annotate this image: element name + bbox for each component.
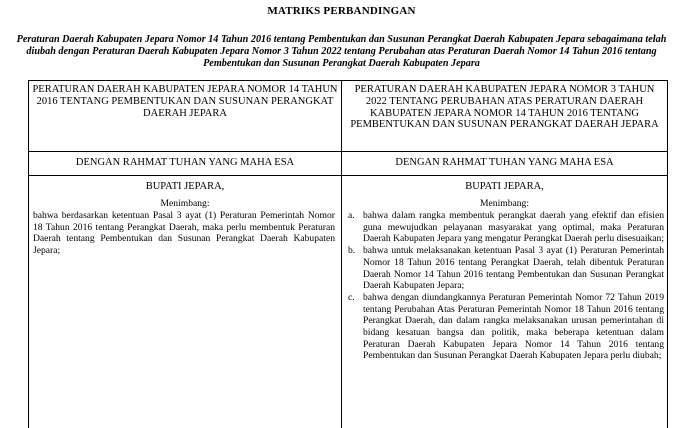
list-item-text: bahwa untuk melaksanakan ketentuan Pasal 3 ayat (1) Peraturan Pemerintah Nomor 18 Tahun 2016 tentang Perangkat Daerah, telah dibentuk Peraturan Daerah Nomor 14 Tahun 2016 tentang Pembentukan dan Susunan Perangkat Daerah Kabupaten Jepara; bbox=[363, 245, 664, 292]
list-item-mark: b. bbox=[348, 245, 356, 257]
document-subtitle: Peraturan Daerah Kabupaten Jepara Nomor 14 Tahun 2016 tentang Pembentukan dan Susunan Perangkat Daerah Kabupaten Jepara sebagaimana telah diubah dengan Peraturan Daerah Kabupaten Jepara Nomor 3 Tahun 2022 tentang Perubahan atas Peraturan Daerah Nomor 14 Tahun 2016 tentang Pembentukan dan Susunan Perangkat Daerah Kabupaten Jepara bbox=[16, 34, 667, 70]
left-menimbang-text: bahwa berdasarkan ketentuan Pasal 3 ayat (1) Peraturan Pemerintah Nomor 18 Tahun 2016 tentang Perangkat Daerah, maka perlu membentuk Peraturan Daerah tentang Pembentukan dan Susunan Perangkat Daerah Kabupaten Jepara; bbox=[33, 210, 335, 257]
right-menimbang-list bbox=[345, 210, 664, 362]
left-rahmat: DENGAN RAHMAT TUHAN YANG MAHA ESA bbox=[75, 157, 295, 168]
left-menimbang-label: Menimbang: bbox=[160, 198, 210, 209]
page-title: MATRIKS PERBANDINGAN bbox=[267, 5, 416, 17]
right-rahmat: DENGAN RAHMAT TUHAN YANG MAHA ESA bbox=[395, 157, 614, 168]
comparison-table bbox=[28, 80, 668, 428]
list-item-mark: c. bbox=[348, 291, 355, 303]
list-item-mark: a. bbox=[348, 210, 355, 221]
left-bupati: BUPATI JEPARA, bbox=[145, 181, 225, 192]
right-bupati: BUPATI JEPARA, bbox=[465, 181, 544, 192]
row-divider-header bbox=[29, 151, 667, 152]
right-menimbang-label: Menimbang: bbox=[479, 198, 530, 209]
list-item bbox=[345, 292, 664, 362]
row-divider-rahmat bbox=[29, 175, 667, 176]
list-item-text: bahwa dengan diundangkannya Peraturan Pemerintah Nomor 72 Tahun 2019 tentang Perubahan Atas Peraturan Pemerintah Nomor 18 Tahun 2016 tentang Perangkat Daerah, dan dalam rangka melaksanakan urusan pemerintahan di bidang kesatuan bangsa dan politik, maka beberapa ketentuan dalam Peraturan Daerah Kabupaten Jepara Nomor 14 Tahun 2016 tentang Pembentukan dan Susunan Perangkat Daerah Kabupaten Jepara perlu diubah; bbox=[363, 291, 664, 362]
column-divider bbox=[341, 81, 342, 428]
list-item-text: bahwa dalam rangka membentuk perangkat daerah yang efektif dan efisien guna mewujudkan pelayanan masyarakat yang optimal, maka Peraturan Daerah Kabupaten Jepara yang mengatur Perangkat Daerah perlu disesuaikan; bbox=[363, 210, 665, 245]
list-item bbox=[345, 245, 664, 292]
left-column-header: PERATURAN DAERAH KABUPATEN JEPARA NOMOR 14 TAHUN 2016 TENTANG PEMBENTUKAN DAN SUSUNAN PERANGKAT DAERAH JEPARA bbox=[32, 84, 338, 119]
list-item bbox=[345, 210, 664, 245]
right-column-header: PERATURAN DAERAH KABUPATEN JEPARA NOMOR 3 TAHUN 2022 TENTANG PERUBAHAN ATAS PERATURAN DAERAH KABUPATEN JEPARA NOMOR 14 TAHUN 2016 TENTANG PEMBENTUKAN DAN SUSUNAN PERANGKAT DAERAH JEPARA bbox=[350, 84, 659, 131]
